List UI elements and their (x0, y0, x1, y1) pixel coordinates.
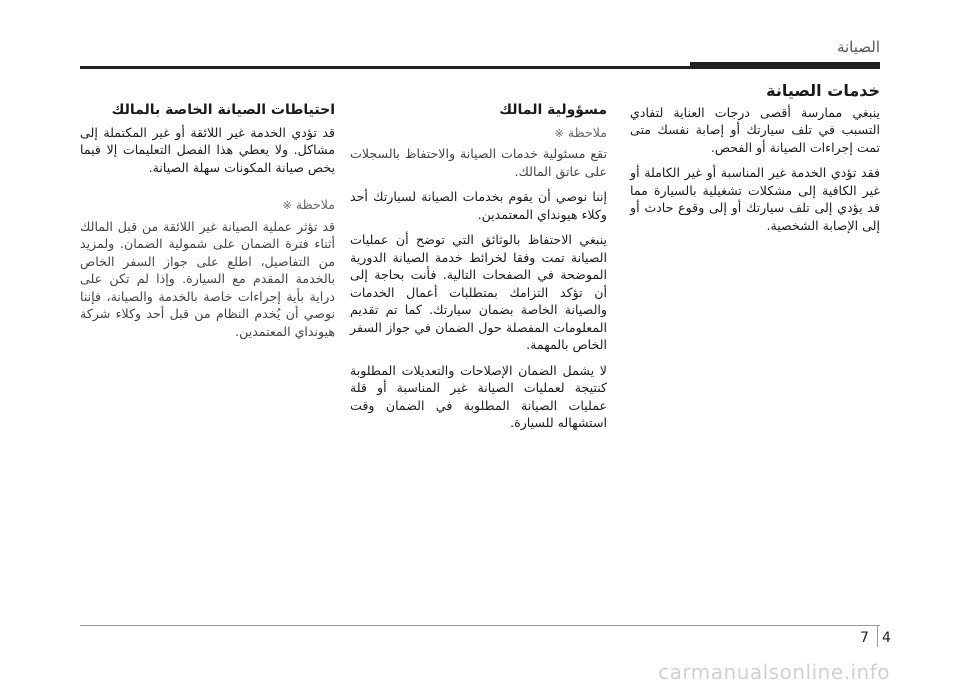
note-label (350, 124, 607, 143)
footer-rule (80, 625, 880, 626)
note-text: تقع مسئولية خدمات الصيانة والاحتفاظ بالسجلات على عاتق المالك. (350, 146, 607, 179)
paragraph: لا يشمل الضمان الإصلاحات والتعديلات المطلوبة كنتيجة لعمليات الصيانة غير المناسبة أو قلة عمليات الصيانة المطلوبة في الضمان وقت استشهاله للسيارة. (350, 362, 607, 430)
note-icon: ※ (554, 126, 564, 140)
note-text: قد تؤثر عملية الصيانة غير اللائقة من قبل المالك أثناء فترة الضمان على شمولية الضمان. ولمزيد من التفاصيل، اطلع على جواز السفر الخاص بالخدمة المقدم مع السيارة. وإذا لم تكن على دراية بأية إجراءات خاصة بالخدمة والصيانة، فإننا نوصي أن يُخدم النظام من قبل أحد وكلاء شركة هيونداي المعتمدين. (80, 218, 335, 339)
paragraph: إننا نوصي أن يقوم بخدمات الصيانة لسيارتك أحد وكلاء هيونداي المعتمدين. (350, 189, 607, 222)
running-title: الصيانة (836, 38, 880, 56)
header-rule-accent (690, 62, 880, 69)
note-label (80, 196, 335, 215)
paragraph: قد تؤدي الخدمة غير اللائقة أو غير المكتملة إلى مشاكل. ولا يعطي هذا الفصل التعليمات إلا فيما يخص صيانة المكونات سهلة الصيانة. (80, 124, 335, 175)
note-label-text: ملاحظة (295, 197, 335, 212)
column-owner-responsibility (350, 102, 607, 440)
chapter-number: 7 (860, 630, 869, 646)
note-icon: ※ (282, 199, 292, 212)
page-number: 4 (882, 630, 891, 646)
subhead: مسؤولية المالك (499, 102, 607, 118)
page-number-divider (877, 625, 878, 647)
column-maintenance-services (630, 82, 880, 242)
column-owner-precautions (80, 102, 335, 348)
subhead: احتياطات الصيانة الخاصة بالمالك (111, 102, 335, 118)
watermark: carmanualsonline.info (658, 660, 890, 684)
note-label-text: ملاحظة (567, 124, 607, 140)
paragraph: ينبغي ممارسة أقصى درجات العناية لتفادي التسبب في تلف سيارتك أو إصابة نفسك متى تمت إجراءات الصيانة أو الفحص. (630, 104, 880, 155)
paragraph: فقد تؤدي الخدمة غير المناسبة أو غير الكاملة أو غير الكافية إلى مشكلات تشغيلية بالسيارة مما قد يؤدي إلى تلف سيارتك أو إلى وقوع حادث أو إلى الإصابة الشخصية. (630, 165, 880, 233)
section-title: خدمات الصيانة (766, 81, 880, 100)
paragraph: ينبغي الاحتفاظ بالوثائق التي توضح أن عمليات الصيانة تمت وفقا لخرائط خدمة الصيانة الدورية الموضحة في الصفحات التالية. فأنت بحاجة إلى أن تؤكد التزامك بمتطلبات أعمال الخدمات والصيانة الخاصة بضمان سيارتك. كما تم تقديم المعلومات المفصلة حول الضمان في جواز السفر الخاص بالمهمة. (350, 232, 607, 352)
